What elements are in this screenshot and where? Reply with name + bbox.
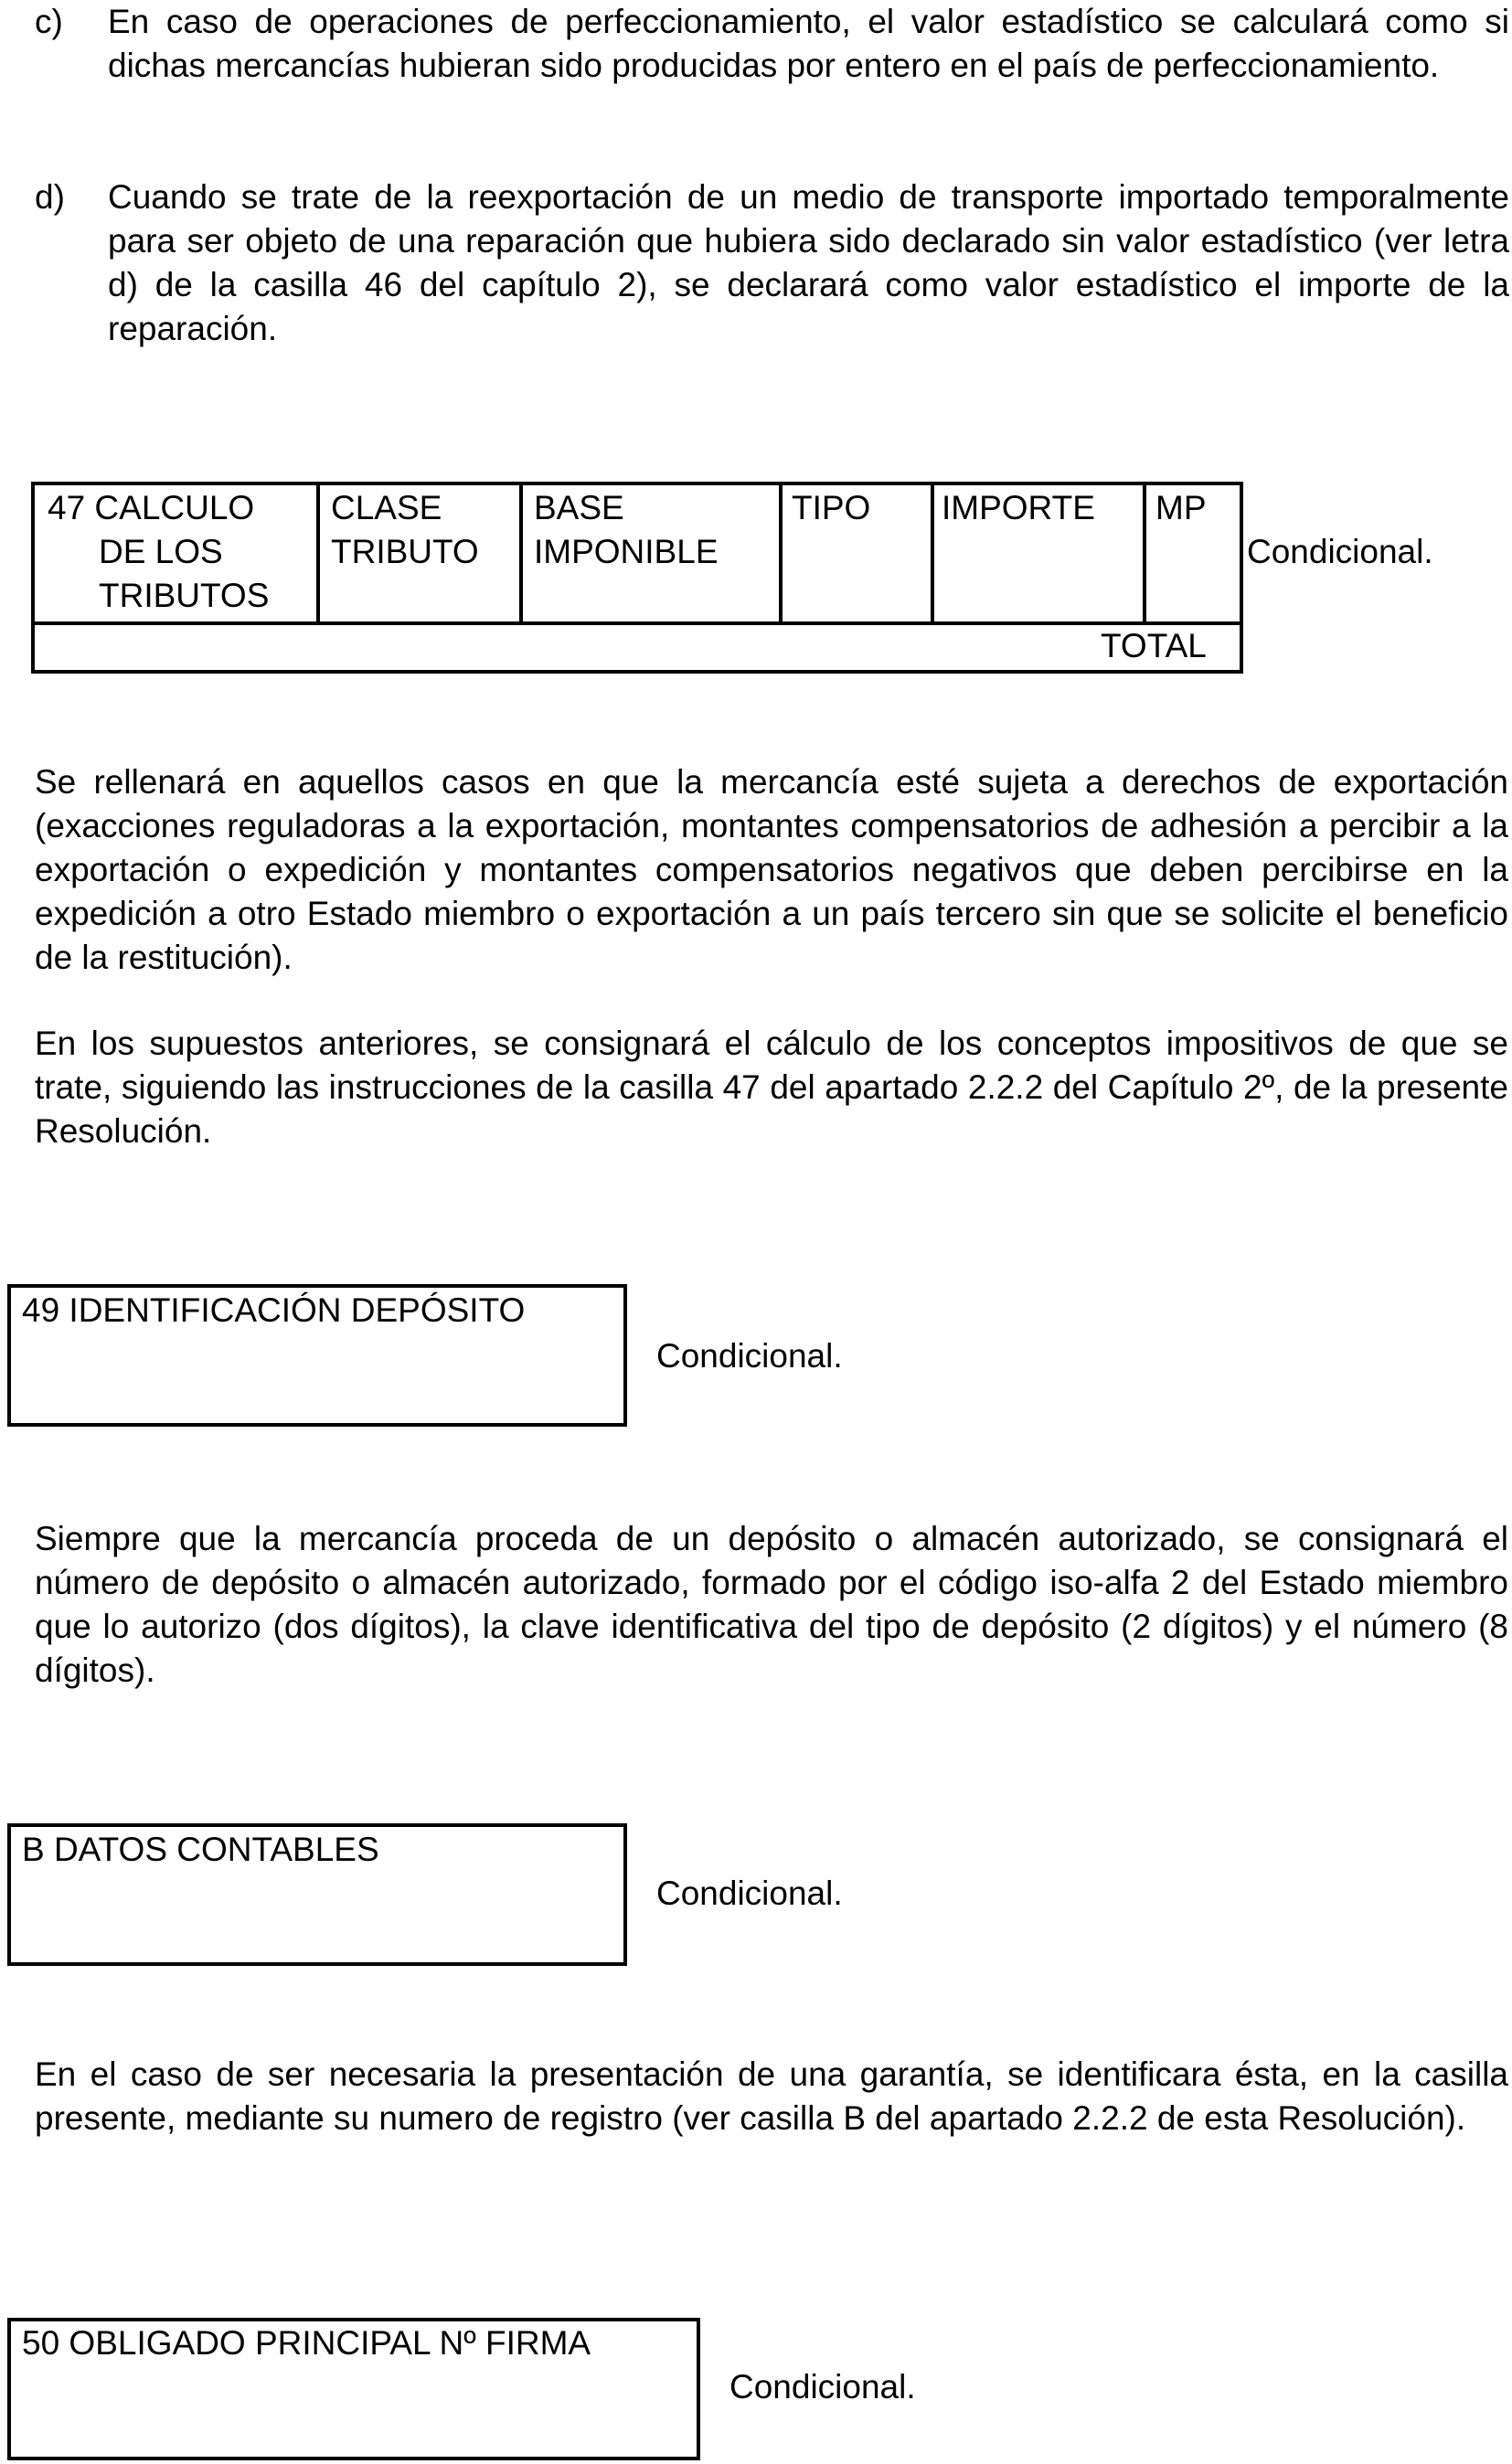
column-header-mp: MP (1155, 489, 1207, 526)
column-header-clase: TRIBUTO (331, 533, 479, 570)
column-header-importe: IMPORTE (942, 489, 1095, 526)
box-47-divider (519, 482, 523, 621)
box-47-divider (316, 482, 320, 621)
paragraph-b: En el caso de ser necesaria la presentación de una garantía, se identificara ésta, en la casilla presente, mediante su numero de registro (ver casilla B del apartado 2.2.2 de esta Resolución). (35, 2055, 1508, 2137)
box-47-title: DE LOS (99, 533, 223, 570)
box-47-title: 47 CALCULO (48, 489, 255, 526)
paragraph-47-2: En los supuestos anteriores, se consignará el cálculo de los conceptos impositivos de que se trate, siguiendo las instrucciones de la casilla 47 del apartado 2.2.2 del Capítulo 2º, de la presente Resolución. (35, 1025, 1508, 1150)
box-47-title: TRIBUTOS (99, 577, 270, 614)
condition-label: Condicional. (729, 2368, 916, 2406)
box-47-divider (1143, 482, 1146, 621)
item-text: En caso de operaciones de perfeccionamiento, el valor estadístico se calculará como si dichas mercancías hubieran sido producidas por entero en el país de perfeccionamiento. (108, 3, 1509, 84)
condition-label: Condicional. (1247, 533, 1433, 570)
column-header-tipo: TIPO (792, 489, 871, 526)
box-47-divider (31, 621, 1243, 625)
box-b-label: B DATOS CONTABLES (22, 1831, 379, 1868)
column-header-base: IMPONIBLE (534, 533, 719, 570)
box-47-divider (779, 482, 783, 621)
box-50-label: 50 OBLIGADO PRINCIPAL Nº FIRMA (22, 2324, 591, 2362)
paragraph-49: Siempre que la mercancía proceda de un depósito o almacén autorizado, se consignará el número de depósito o almacén autorizado, formado por el código iso-alfa 2 del Estado miembro que lo autorizo (dos dígitos), la clave identificativa del tipo de depósito (2 dígitos) y el número (8 dígitos). (35, 1520, 1508, 1689)
list-item-d (35, 175, 1512, 358)
item-label: d) (35, 178, 65, 216)
item-label: c) (35, 3, 63, 40)
condition-label: Condicional. (656, 1875, 843, 1912)
column-header-clase: CLASE (331, 489, 442, 526)
list-item-c (35, 0, 1512, 137)
item-text: Cuando se trate de la reexportación de un medio de transporte importado temporalmente para ser objeto de una reparación que hubiera sido declarado sin valor estadístico (ver letra d) de la casilla 46 del capítulo 2), se declarará como valor estadístico el importe de la reparación. (108, 178, 1509, 347)
paragraph-47-1: Se rellenará en aquellos casos en que la mercancía esté sujeta a derechos de exportación (exacciones reguladoras a la exportación, montantes compensatorios de adhesión a percibir a la exportación o expedición y montantes compensatorios negativos que deben percibirse en la expedición a otro Estado miembro o exportación a un país tercero sin que se solicite el beneficio de la restitución). (35, 763, 1508, 976)
condition-label: Condicional. (656, 1337, 843, 1375)
box-49-label: 49 IDENTIFICACIÓN DEPÓSITO (22, 1291, 526, 1329)
total-label: TOTAL (1101, 627, 1207, 664)
column-header-base: BASE (534, 489, 624, 526)
box-47-divider (931, 482, 934, 621)
